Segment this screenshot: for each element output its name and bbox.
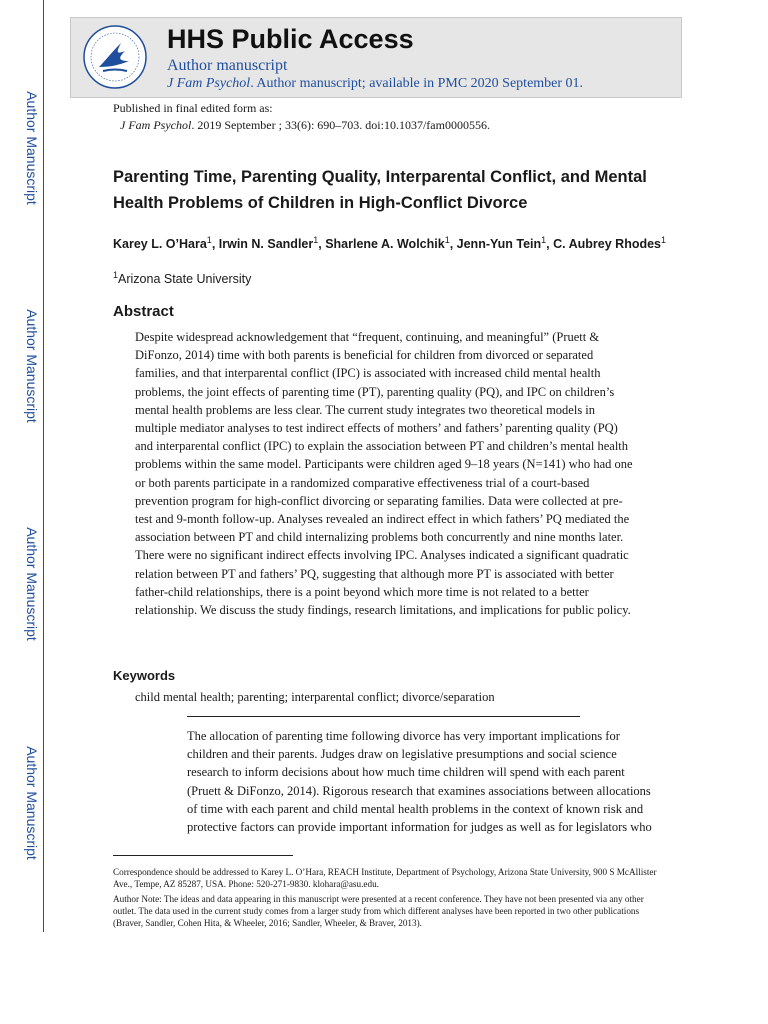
- citation-details: . 2019 September ; 33(6): 690–703. doi:10.1037/fam0000556.: [191, 118, 490, 132]
- hhs-eagle-seal-icon: [81, 23, 149, 91]
- keywords-list: child mental health; parenting; interparental conflict; divorce/separation: [135, 690, 495, 704]
- header-journal-line: [167, 76, 583, 92]
- affiliation: [113, 270, 251, 286]
- footnote-author-note: Author Note: The ideas and data appearing in this manuscript were presented at a recent conference. They have not been presented via any other outlet. The data used in the current study comes from a larger study from which different analyses have been reported in two other publications (Braver, Sandler, Cohen Hita, & Wheeler, 2016; Sandler, Wheeler, & Braver, 2013).: [113, 894, 644, 928]
- section-divider: [187, 716, 580, 717]
- header-title: HHS Public Access: [167, 24, 414, 54]
- author-name: C. Aubrey Rhodes: [553, 237, 662, 252]
- author-affiliation-mark: 1: [444, 235, 450, 245]
- header-journal-abbrev: J Fam Psychol: [167, 76, 251, 91]
- author-affiliation-mark: 1: [541, 235, 547, 245]
- published-label: Published in final edited form as:: [113, 101, 273, 115]
- affiliation-mark: 1: [113, 270, 119, 280]
- footnote-correspondence: Correspondence should be addressed to Karey L. O’Hara, REACH Institute, Department of Psychology, Arizona State University, 900 S McAllister Ave., Tempe, AZ 85287, USA. Phone: 520-271-9830. klohara@asu.edu.: [113, 867, 657, 889]
- abstract-heading: Abstract: [113, 303, 174, 320]
- keywords-heading: Keywords: [113, 668, 176, 683]
- author-name: Irwin N. Sandler: [218, 237, 314, 252]
- header-subtitle: Author manuscript: [167, 57, 288, 74]
- intro-paragraph: The allocation of parenting time following divorce has very important implications for children and their parents. Judges draw on legislative presumptions and social science research to inform decisions about how much time children will spend with each parent (Pruett & DiFonzo, 2014). Rigorous research that examines associations between allocations of time with each parent and child mental health problems in the context of known risk and protective factors can provide important information for judges as well as for legislators who: [187, 729, 652, 835]
- affiliation-name: Arizona State University: [118, 272, 252, 287]
- header-journal-note: . Author manuscript; available in PMC 2020 September 01.: [250, 76, 584, 91]
- author-affiliation-mark: 1: [661, 235, 667, 245]
- margin-rule: [43, 0, 44, 932]
- author-affiliation-mark: 1: [206, 235, 212, 245]
- author-affiliation-mark: 1: [313, 235, 319, 245]
- publication-citation: [120, 118, 490, 133]
- citation-journal-abbrev: J Fam Psychol: [120, 118, 192, 132]
- author-name: Karey L. O’Hara: [113, 237, 207, 252]
- footnote-divider: [113, 855, 293, 856]
- article-title: Parenting Time, Parenting Quality, Interparental Conflict, and Mental Health Problems of Children in High-Conflict Divorce: [113, 168, 647, 212]
- abstract-body: Despite widespread acknowledgement that “frequent, continuing, and meaningful” (Pruett & DiFonzo, 2014) time with both parents is beneficial for children from divorced or separated families, and that interparental conflict (IPC) is associated with increased child mental health problems, the joint effects of parenting time (PT), parenting quality (PQ), and IPC on children’s mental health problems are less clear. The current study integrates two theoretical models in multiple mediator analyses to test indirect effects of mothers’ and fathers’ parenting quality (PQ) and interparental conflict (IPC) to explain the association between PT and children’s mental health problems within the same model. Participants were children aged 9–18 years (N=141) who had one or both parents participate in a randomized comparative effectiveness trial of a court-based prevention program for high-conflict divorcing or separating families. Data were collected at pre-test and 9-month follow-up. Analyses revealed an indirect effect in which fathers’ PQ mediated the association between PT and child internalizing problems both concurrently and nine months later. There were no significant indirect effects involving IPC. Analyses indicated a significant quadratic relation between PT and fathers’ PQ, suggesting that although more PT is associated with better father-child relationships, there is a point beyond which more time is not related to a better relationship. We discuss the study findings, research limitations, and implications for public policy.: [135, 330, 633, 618]
- author-name: Jenn-Yun Tein: [456, 237, 542, 252]
- author-name: Sharlene A. Wolchik: [325, 237, 445, 252]
- hhs-header: [70, 17, 682, 98]
- author-list: Karey L. O’Hara$^1$, Irwin N. Sandler$^1$, Sharlene A. Wolchik$^1$, Jenn-Yun Tein$^1$, C. Aubrey Rhodes$^1$: [113, 235, 667, 252]
